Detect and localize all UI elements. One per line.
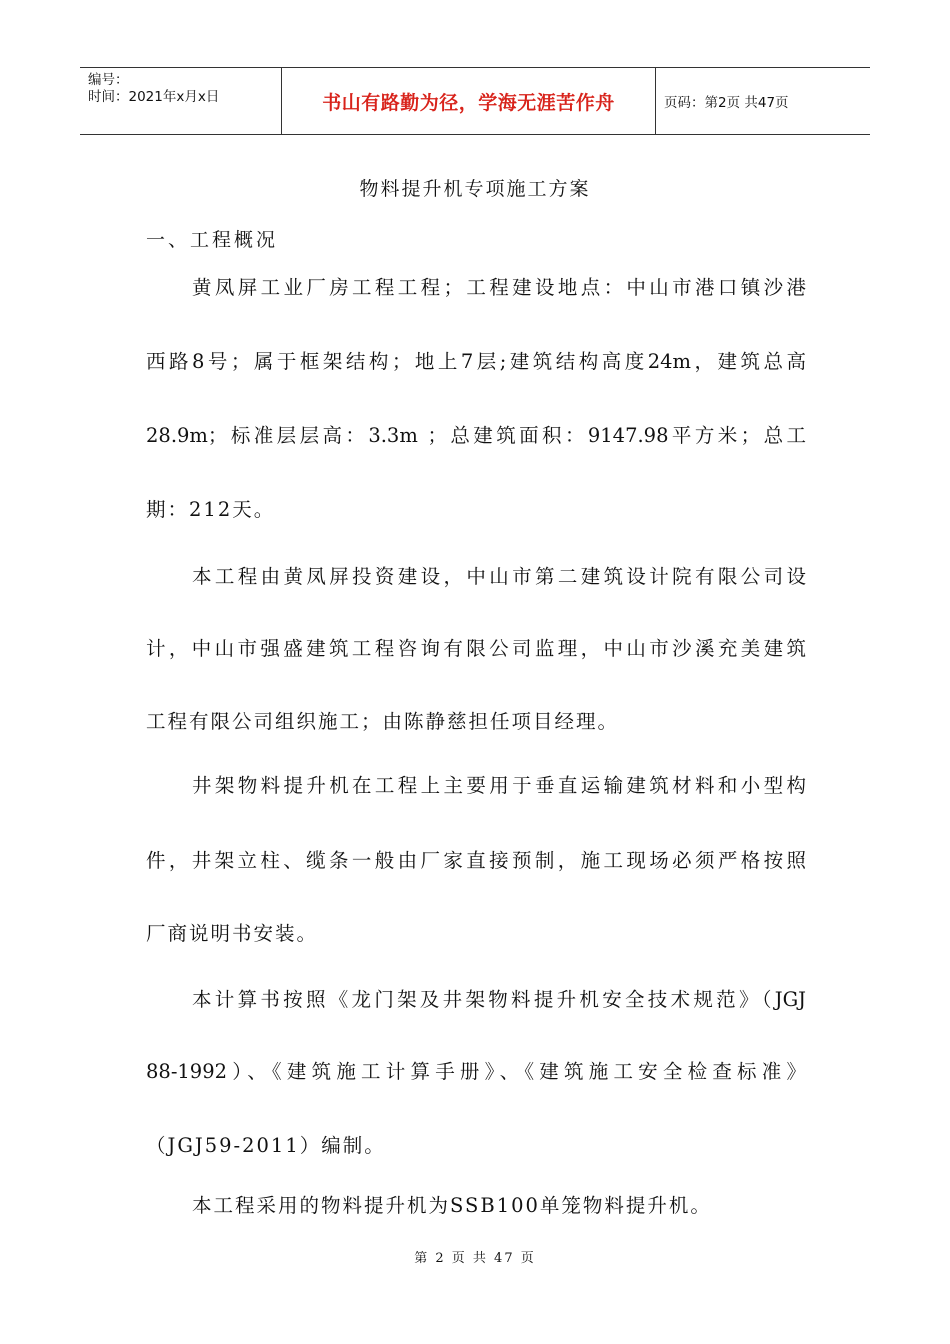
page-footer: 第 2 页 共 47 页 [414, 1251, 536, 1266]
page-header [80, 67, 870, 135]
body-line: 西路8号；属于框架结构；地上7层;建筑结构高度24m，建筑总高 [146, 350, 806, 373]
header-number-label: 编号： [88, 72, 129, 88]
body-line: 计，中山市强盛建筑工程咨询有限公司监理，中山市沙溪充美建筑 [146, 637, 806, 660]
header-page-info: 页码：第2页 共47页 [664, 95, 789, 111]
body-line: 件，井架立柱、缆条一般由厂家直接预制，施工现场必须严格按照 [146, 849, 806, 872]
body-line: 本工程由黄凤屏投资建设，中山市第二建筑设计院有限公司设 [192, 565, 806, 588]
body-line: 88-1992）、《建筑施工计算手册》、《建筑施工安全检查标准》 [146, 1060, 806, 1083]
document-title: 物料提升机专项施工方案 [359, 178, 591, 200]
header-meta-cell [80, 68, 282, 134]
body-line: 期：212天。 [146, 498, 276, 521]
body-line: 井架物料提升机在工程上主要用于垂直运输建筑材料和小型构 [192, 774, 806, 797]
body-line: 本计算书按照《龙门架及井架物料提升机安全技术规范》（JGJ [192, 988, 806, 1011]
header-motto: 书山有路勤为径，学海无涯苦作舟 [282, 68, 656, 134]
header-time-label: 时间：2021年x月x日 [88, 89, 220, 105]
body-line: （JGJ59-2011）编制。 [146, 1134, 386, 1157]
body-line: 黄凤屏工业厂房工程工程；工程建设地点：中山市港口镇沙港 [192, 276, 806, 299]
body-line: 28.9m；标准层层高：3.3m ；总建筑面积：9147.98平方米；总工 [146, 424, 806, 447]
section-heading: 一、工程概况 [146, 229, 279, 251]
body-line: 本工程采用的物料提升机为SSB100单笼物料提升机。 [192, 1194, 712, 1217]
body-line: 工程有限公司组织施工；由陈静慈担任项目经理。 [146, 710, 620, 733]
body-line: 厂商说明书安装。 [146, 922, 319, 945]
